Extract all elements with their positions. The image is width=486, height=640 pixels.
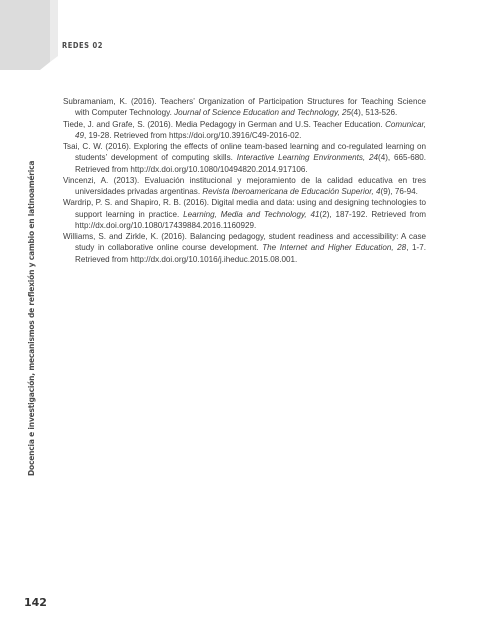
reference-text: (2), 187-192. Retrieved from http://dx.doi.org/10.1080/17439884.2016.1160929.	[75, 209, 426, 230]
reference-source: Interactive Learning Environments, 24	[236, 153, 379, 163]
reference-source: Learning, Media and Technology, 41	[183, 209, 320, 219]
vertical-book-title: Docencia e investigación, mecanismos de reflexión y cambio en latinoamérica	[27, 160, 36, 476]
reference-text: Subramaniam, K. (2016). Teachers’ Organization of Participation Structures for Teaching Science with Computer Technology.	[63, 97, 426, 118]
reference-text: Wardrip, P. S. and Shapiro, R. B. (2016). Digital media and data: using and designing technologies to support learning in practice.	[63, 198, 426, 219]
reference-source: The Internet and Higher Education, 28	[262, 243, 407, 253]
reference-source: Revista Iberoamericana de Educación Superior, 4	[202, 187, 381, 196]
reference-text: Tiede, J. and Grafe, S. (2016). Media Pedagogy in German and U.S. Teacher Education.	[63, 119, 386, 129]
reference-entry	[63, 141, 426, 175]
reference-list	[63, 96, 426, 265]
corner-band-highlight	[50, 0, 58, 62]
reference-text: (4), 513-526.	[350, 108, 398, 118]
reference-text: , 19-28. Retrieved from https://doi.org/10.3916/C49-2016-02.	[84, 130, 302, 140]
reference-text: , 1-7. Retrieved from http://dx.doi.org/10.1016/j.iheduc.2015.08.001.	[75, 243, 426, 264]
reference-text: Vincenzi, A. (2013). Evaluación institucional y mejoramiento de la calidad educativa en tres universidades privadas argentinas.	[63, 175, 426, 196]
reference-entry	[63, 197, 426, 231]
reference-entry	[63, 175, 426, 198]
reference-text: (9), 76-94.	[380, 187, 418, 196]
reference-text: Williams, S. and Zirkle, K. (2016). Balancing pedagogy, student readiness and accessibility: A case study in collaborative online course development.	[63, 232, 426, 253]
reference-text: Tsai, C. W. (2016). Exploring the effects of online team-based learning and co-regulated learning on students’ development of computing skills.	[63, 142, 426, 163]
page-number: 142	[24, 596, 47, 609]
reference-source: Comunicar, 49	[75, 119, 426, 140]
running-head: REDES 02	[62, 41, 103, 50]
reference-entry	[63, 119, 426, 142]
reference-entry	[63, 96, 426, 119]
reference-entry	[63, 231, 426, 265]
reference-source: Journal of Science Education and Technology, 25	[174, 108, 351, 118]
reference-text: (4), 665-680. Retrieved from http://dx.doi.org/10.1080/10494820.2014.917106.	[75, 153, 426, 174]
corner-band-shape	[0, 0, 50, 70]
